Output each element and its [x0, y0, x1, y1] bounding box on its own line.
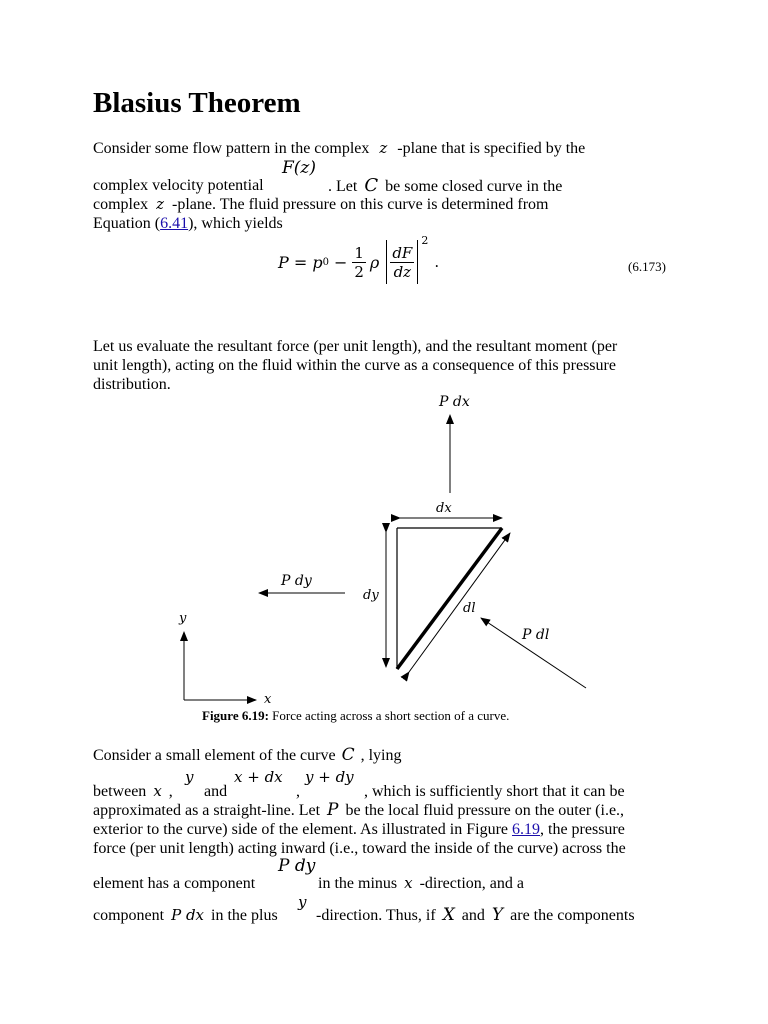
math-C: C: [364, 175, 379, 196]
math-y-plus-dy: y + dy: [305, 768, 354, 786]
label-dx: dx: [436, 501, 452, 516]
para1-line2: complex velocity potential: [93, 177, 264, 194]
para3-line7a: component P dx in the plus: [93, 906, 278, 924]
math-x-plus-dx: x + dx: [234, 768, 283, 786]
axis-label-y: y: [179, 611, 187, 626]
math-Fz: F(z): [282, 158, 317, 178]
para3-line2b: , which is sufficiently short that it can be: [364, 783, 625, 800]
page-title: Blasius Theorem: [93, 87, 301, 119]
para1-line3: complex z -plane. The fluid pressure on this curve is determined from: [93, 195, 549, 213]
axis-label-x: x: [264, 692, 272, 707]
figure-link-6-19[interactable]: 6.19: [512, 821, 540, 838]
para3-line6a: element has a component: [93, 875, 256, 892]
para3-line6b: in the minus x -direction, and a: [318, 874, 524, 892]
para2-line1: Let us evaluate the resultant force (per unit length), and the resultant moment (per: [93, 338, 618, 355]
para3-line5: force (per unit length) acting inward (i.e., toward the inside of the curve) across the: [93, 840, 626, 857]
para2-line3: distribution.: [93, 376, 171, 393]
label-pdl: P dl: [522, 627, 550, 643]
curve-element: [397, 528, 502, 669]
para3-line4: exterior to the curve) side of the element. As illustrated in Figure 6.19, the pressure: [93, 821, 625, 838]
para1-line1: Consider some flow pattern in the complex z -plane that is specified by the: [93, 139, 586, 157]
math-P-dx: P dx: [171, 906, 205, 924]
label-dl: dl: [463, 601, 476, 616]
math-Y: Y: [491, 905, 504, 925]
math-X: X: [442, 905, 455, 925]
para3-line3: approximated as a straight-line. Let P be the local fluid pressure on the outer (i.e.,: [93, 800, 625, 820]
equation-link-6-41[interactable]: 6.41: [160, 215, 189, 232]
para3-line1: Consider a small element of the curve C , lying: [93, 745, 402, 765]
para3-line7b: -direction. Thus, if X and Y are the components: [316, 905, 635, 925]
para3-line2a: between x ,: [93, 782, 173, 800]
dl-dimension-line: [409, 533, 510, 672]
math-C-2: C: [341, 745, 355, 765]
para3-comma: ,: [296, 783, 300, 800]
math-P: P: [327, 800, 339, 820]
math-z: z: [379, 139, 388, 157]
fraction-dF-dz: $\frac{dF}{dz}$: [392, 243, 413, 281]
math-y-above: y: [185, 768, 194, 786]
para1-line4: Equation (6.41), which yields: [93, 215, 283, 232]
equation-number: (6.173): [628, 259, 666, 274]
label-pdx: P dx: [439, 394, 470, 410]
para1-line2b: . Let C be some closed curve in the: [328, 175, 563, 196]
math-z-2: z: [156, 195, 164, 213]
label-dy: dy: [363, 588, 379, 603]
para2-line2: unit length), acting on the fluid within the curve as a consequence of this pressure: [93, 357, 616, 374]
math-x: x: [153, 782, 162, 800]
equation-6-173: P = p 0 − $\frac{1}{2}$ ρ $\frac{dF}{dz}$ 2 .: [278, 236, 439, 288]
label-pdy: P dy: [281, 573, 312, 589]
fraction-one-half: $\frac{1}{2}$: [354, 243, 364, 281]
figure-caption: Figure 6.19: Force acting across a short section of a curve.: [202, 708, 510, 723]
para3-and: and: [204, 783, 228, 800]
math-y-above-2: y: [298, 893, 307, 911]
math-x-2: x: [404, 874, 413, 892]
math-P-dy: P dy: [278, 856, 316, 876]
